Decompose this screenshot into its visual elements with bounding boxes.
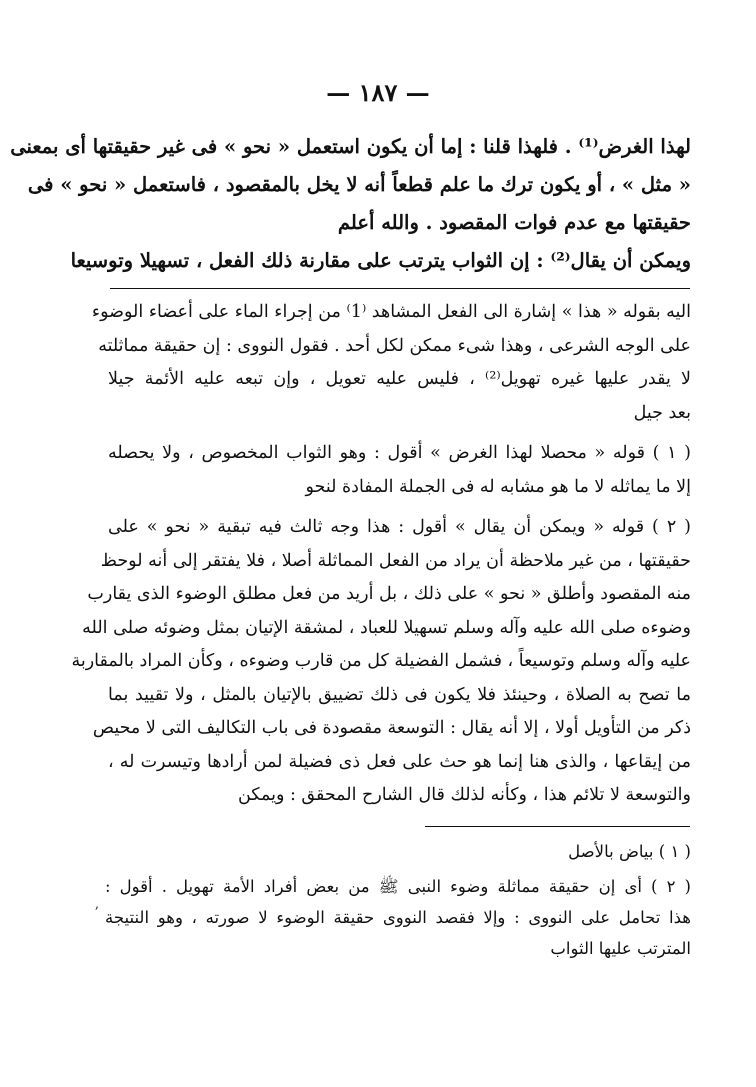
commentary-line: ذكر من التأويل أولا ، إلا أنه يقال : التوسعة مقصودة فى باب التكاليف التى لا محيص (92, 718, 691, 738)
commentary-line: من إيقاعها ، والذى هنا إنما هو حث على فعل ذى فضيلة لمن أرادها وتيسرت له ، (108, 751, 691, 772)
main-text (10, 128, 691, 280)
commentary-note-2 (71, 511, 692, 813)
commentary-note-1 (108, 437, 691, 504)
footnote-line: ( ٢ ) أى إن حقيقة مماثلة وضوء النبى ﷺ من بعض أفراد الأمة تهويل . أقول : (105, 877, 691, 896)
main-line: « مثل » ، أو يكون ترك ما علم قطعاً أنه لا يخل بالمقصود ، فاستعمل « نحو » فى (27, 173, 691, 196)
commentary-line: عليه وآله وسلم وتوسيعاً ، فشمل الفضيلة كل من قارب وضوءه ، وكأن المراد بالمقاربة (71, 651, 691, 671)
commentary-line: منه المقصود وأطلق « نحو » على ذلك ، بل أريد من فعل مطلق الوضوء الذى يقارب (87, 584, 691, 604)
commentary-line: والتوسعة لا تلائم هذا ، وكأنه لذلك قال الشارح المحقق : ويمكن (237, 785, 691, 805)
footnote-line: المترتب عليها الثواب (550, 939, 691, 958)
footnote-2 (105, 871, 691, 964)
commentary-line: ( ٢ ) قوله « ويمكن أن يقال » أقول : هذا وجه ثالث فيه تبقية « نحو » على (108, 517, 692, 537)
commentary-line: بعد جيل (633, 402, 691, 423)
commentary-line: حقيقتها ، من غير ملاحظة أن يراد من الفعل المماثلة أصلا ، فلا يفتقر إلى أنه لوحظ (100, 550, 691, 571)
footnote-line: ( ١ ) بياض بالأصل (568, 842, 691, 861)
commentary-line: اليه بقوله « هذا » إشارة الى الفعل المشاهد ⁽1⁾ من إجراء الماء على أعضاء الوضوء (91, 302, 691, 322)
commentary-line: ( ١ ) قوله « محصلا لهذا الغرض » أقول : وهو الثواب المخصوص ، ولا يحصله (108, 443, 691, 463)
main-line: حقيقتها مع عدم فوات المقصود . والله أعلم (337, 211, 691, 234)
main-line: ويمكن أن يقال⁽²⁾ : إن الثواب يترتب على مقارنة ذلك الفعل ، تسهيلا وتوسيعا (70, 249, 691, 272)
main-text-divider (110, 288, 690, 289)
commentary-line: وضوءه صلى الله عليه وآله وسلم تسهيلا للعباد ، لمشقة الإتيان بمثل وضوئه صلى الله (82, 617, 691, 638)
commentary-line: إلا ما يماثله لا ما هو مشابه له فى الجملة المفادة لنحو (305, 476, 691, 497)
commentary-line: لا يقدر عليها غيره تهويل⁽²⁾ ، فليس عليه تعويل ، وإن تبعه عليه الأئمة جيلا (108, 369, 691, 389)
margin-mark: ʼ (94, 905, 99, 921)
commentary-line: على الوجه الشرعى ، وهذا شىء ممكن لكل أحد . فقول النووى : إن حقيقة مماثلته (98, 335, 691, 356)
main-line: لهذا الغرض⁽¹⁾ . فلهذا قلنا : إما أن يكون استعمل « نحو » فى غير حقيقتها أى بمعنى (10, 135, 691, 158)
footnote-divider (425, 826, 690, 827)
page-number: — ١٨٧ — (326, 78, 430, 107)
footnote-1 (105, 836, 691, 867)
commentary-line: ما تصح به الصلاة ، وحينئذ فلا يكون فى ذلك تضييق بالإتيان بالمثل ، ولا تقييد بما (108, 684, 691, 705)
commentary-continuation (91, 296, 691, 430)
footnote-line: هذا تحامل على النووى : وإلا فقصد النووى حقيقة الوضوء لا صورته ، وهو النتيجة (105, 908, 691, 927)
